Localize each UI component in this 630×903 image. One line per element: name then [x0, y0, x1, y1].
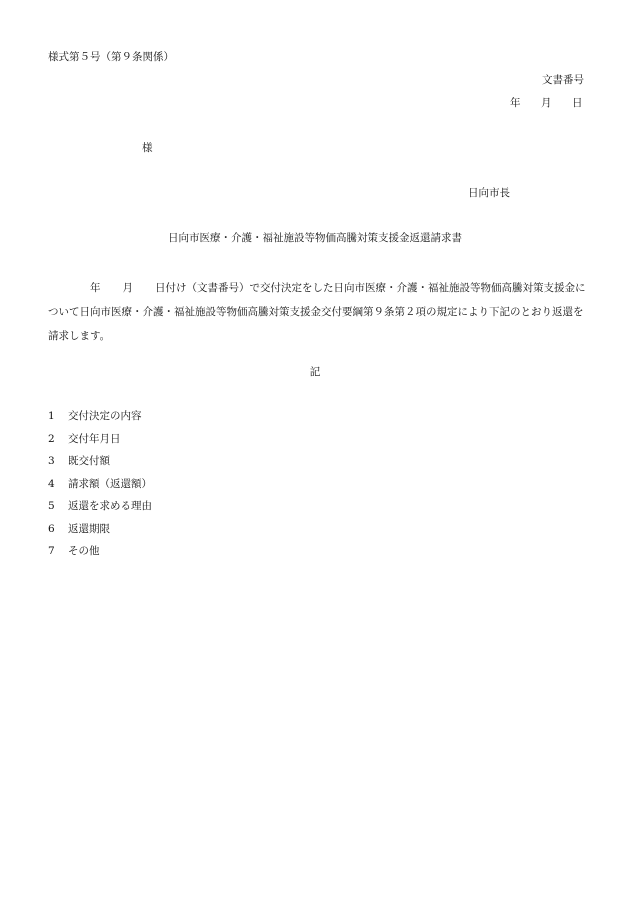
item-label: 交付決定の内容 — [68, 410, 142, 422]
list-item — [48, 524, 152, 547]
list-item — [48, 479, 152, 502]
list-item — [48, 411, 152, 434]
item-number: 1 — [48, 410, 55, 422]
ki-heading: 記 — [309, 366, 321, 378]
item-number: 5 — [48, 500, 55, 512]
item-number: 4 — [48, 477, 55, 490]
sender-mayor: 日向市長 — [468, 187, 510, 199]
date-month-label: 月 — [541, 97, 552, 109]
document-number-label: 文書番号 — [542, 74, 584, 86]
body-month-label: 月 — [122, 282, 133, 294]
item-label: その他 — [68, 545, 100, 557]
addressee-honorific: 様 — [142, 142, 153, 154]
item-label: 既交付額 — [68, 455, 110, 467]
body-line-2: ついて日向市医療・介護・福祉施設等物価高騰対策支援金交付要綱第９条第２項の規定により下記のとおり返還を — [48, 306, 584, 318]
request-body — [48, 276, 584, 348]
form-number: 様式第５号（第９条関係） — [48, 51, 174, 63]
body-day-text: 日付け（文書番号）で交付決定をした日向市医療・介護・福祉施設等物価高騰対策支援金に — [155, 282, 586, 294]
list-item — [48, 456, 152, 479]
item-list — [48, 411, 152, 569]
date-day-label: 日 — [572, 97, 583, 109]
document-title: 日向市医療・介護・福祉施設等物価高騰対策支援金返還請求書 — [168, 232, 462, 244]
item-number: 3 — [48, 455, 55, 467]
item-label: 交付年月日 — [68, 432, 121, 445]
list-item — [48, 501, 152, 524]
list-item — [48, 546, 152, 569]
item-label: 請求額（返還額） — [68, 477, 152, 490]
list-item — [48, 434, 152, 457]
item-number: 2 — [48, 432, 55, 445]
item-label: 返還期限 — [68, 522, 110, 535]
body-line-3: 請求します。 — [48, 330, 111, 342]
date-year-label: 年 — [510, 97, 521, 109]
body-line-1 — [48, 276, 584, 300]
item-label: 返還を求める理由 — [68, 500, 152, 512]
item-number: 6 — [48, 522, 55, 535]
item-number: 7 — [48, 545, 55, 557]
body-year-label: 年 — [90, 282, 101, 294]
